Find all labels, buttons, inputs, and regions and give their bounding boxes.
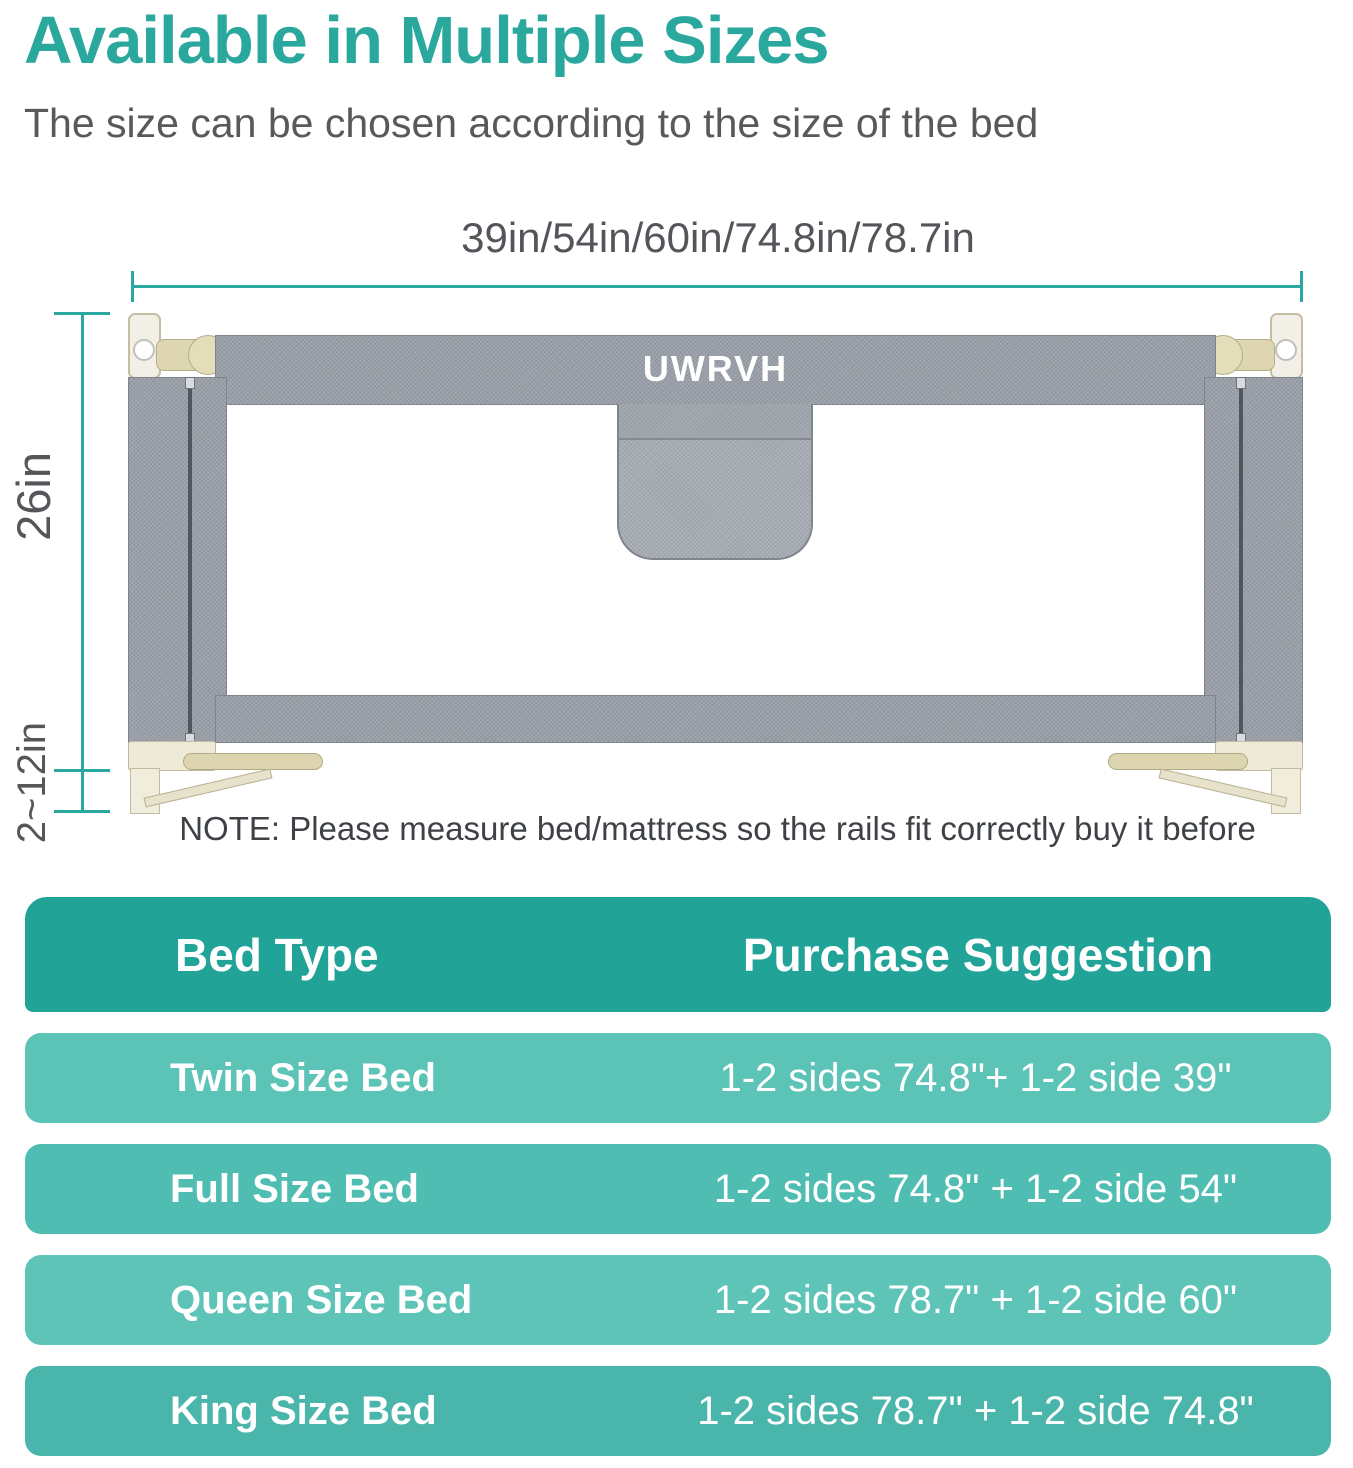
rail-top-bar [215, 335, 1216, 405]
width-dimension-label: 39in/54in/60in/74.8in/78.7in [461, 214, 975, 261]
right-side-panel [1204, 377, 1303, 743]
left-folding-foot [144, 769, 273, 808]
left-side-panel [128, 377, 227, 743]
bed-type-cell: Full Size Bed [170, 1166, 419, 1211]
page-subtitle: The size can be chosen according to the size of the bed [24, 100, 1039, 146]
measure-note: NOTE: Please measure bed/mattress so the rails fit correctly buy it before [179, 810, 1256, 847]
rail-height-label: 26in [7, 452, 60, 541]
table-header [25, 897, 1331, 1012]
right-zipper [1239, 383, 1243, 739]
width-dimension-tick-right [1300, 271, 1303, 302]
right-zipper-pull-top [1236, 377, 1246, 389]
height-dimension-line [81, 313, 84, 812]
storage-pocket [617, 404, 813, 560]
mattress-gap-label: 2~12in [10, 722, 54, 844]
right-base-post [1271, 768, 1301, 814]
suggestion-cell: 1-2 sides 74.8" + 1-2 side 54" [713, 1166, 1238, 1211]
width-dimension-line [131, 285, 1303, 288]
left-release-button [133, 339, 155, 361]
bed-type-cell: King Size Bed [170, 1388, 437, 1433]
rail-bottom-bar [215, 695, 1216, 743]
table-row-full [25, 1144, 1331, 1234]
left-zipper [188, 383, 192, 739]
header-purchase-suggestion: Purchase Suggestion [742, 928, 1214, 981]
right-folding-foot [1159, 769, 1288, 808]
table-row-twin [25, 1033, 1331, 1123]
storage-pocket-flap [619, 404, 811, 440]
table-row-king [25, 1366, 1331, 1456]
right-release-button [1275, 339, 1297, 361]
header-bed-type: Bed Type [175, 928, 379, 981]
suggestion-cell: 1-2 sides 78.7" + 1-2 side 60" [713, 1277, 1238, 1322]
suggestion-cell: 1-2 sides 74.8"+ 1-2 side 39" [719, 1055, 1232, 1100]
bed-type-cell: Twin Size Bed [170, 1055, 436, 1100]
right-mattress-arm [1108, 753, 1248, 770]
left-zipper-pull-top [185, 377, 195, 389]
height-dimension-tick-middle [54, 769, 110, 772]
size-table [25, 897, 1331, 1456]
bed-rail-diagram [128, 313, 1303, 815]
brand-label: UWRVH [642, 348, 789, 389]
height-dimension-tick-bottom [54, 810, 110, 813]
suggestion-cell: 1-2 sides 78.7" + 1-2 side 74.8" [697, 1388, 1254, 1433]
bed-type-cell: Queen Size Bed [170, 1277, 473, 1322]
height-dimension-tick-top [54, 312, 110, 315]
left-mattress-arm [183, 753, 323, 770]
table-row-queen [25, 1255, 1331, 1345]
page-title: Available in Multiple Sizes [24, 3, 829, 78]
width-dimension-tick-left [131, 271, 134, 302]
